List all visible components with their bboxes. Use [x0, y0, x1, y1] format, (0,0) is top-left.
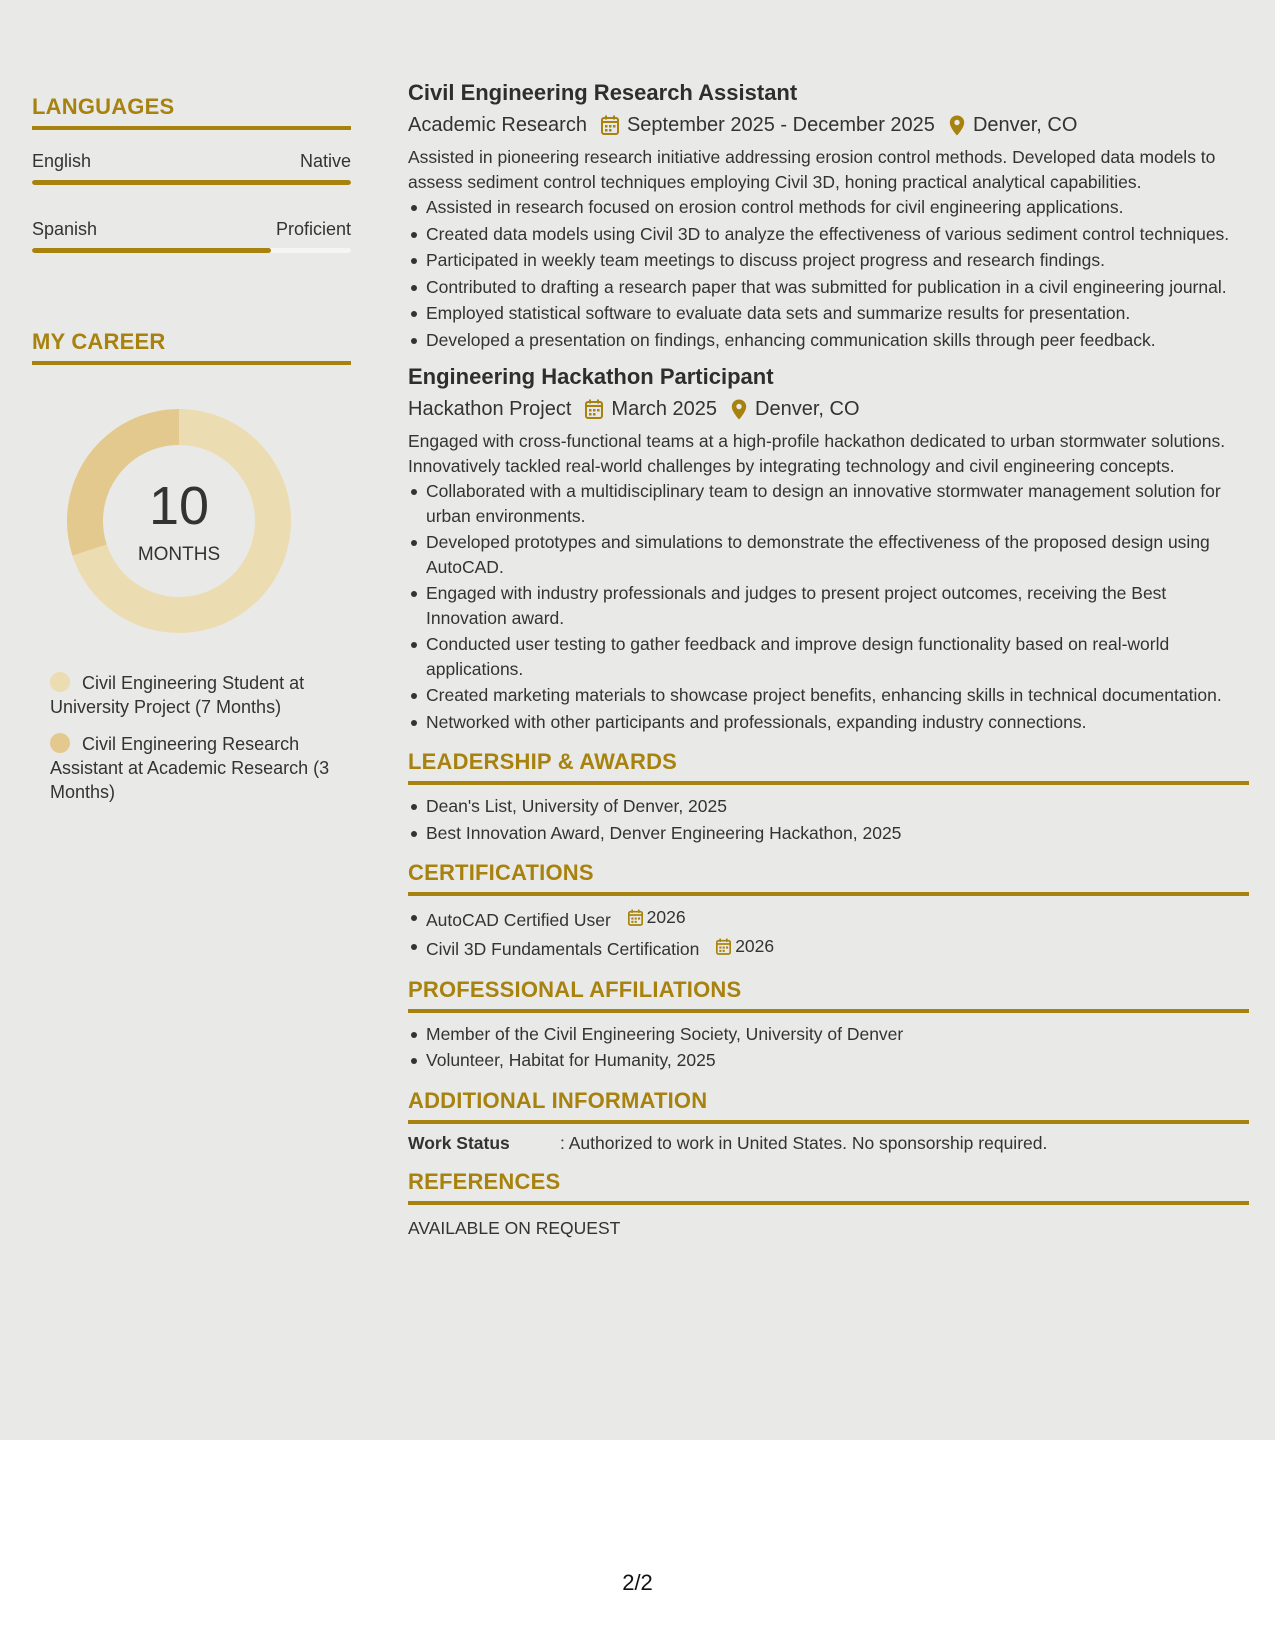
- references-text: AVAILABLE ON REQUEST: [408, 1217, 621, 1238]
- section-rule: [408, 1120, 1249, 1124]
- job-dates: March 2025: [611, 398, 718, 420]
- section-rule: [408, 892, 1249, 896]
- leadership-heading: LEADERSHIP & AWARDS: [408, 749, 678, 774]
- career-donut-chart: [67, 409, 291, 633]
- list-item: [408, 905, 1249, 932]
- list-item: Employed statistical software to evaluate data sets and summarize results for presentation.: [408, 301, 1249, 326]
- list-item: Member of the Civil Engineering Society, University of Denver: [408, 1022, 1249, 1047]
- calendar-icon: [716, 938, 731, 955]
- list-item: Developed a presentation on findings, enhancing communication skills through peer feedback.: [408, 328, 1249, 353]
- cert-date: 2026: [735, 936, 775, 957]
- work-status-row: [408, 1133, 1249, 1154]
- career-total: 10: [148, 476, 210, 536]
- list-item: Created marketing materials to showcase project benefits, enhancing skills in technical documentation.: [408, 683, 1249, 708]
- right-column: [408, 78, 1249, 1239]
- job-organization: Academic Research: [408, 114, 587, 136]
- section-rule: [408, 781, 1249, 785]
- job-title: Civil Engineering Research Assistant: [408, 80, 798, 105]
- legend-label: Civil Engineering Student at University Project (7 Months): [50, 673, 305, 717]
- list-item: Contributed to drafting a research paper that was submitted for publication in a civil engineering journal.: [408, 275, 1249, 300]
- language-item: [32, 151, 351, 185]
- job-meta: [408, 395, 1249, 423]
- job-summary: Assisted in pioneering research initiative addressing erosion control methods. Developed data models to assess sediment control techniques employing Civil 3D, honing practical analytical capabilities.: [408, 147, 1216, 192]
- leadership-section: [408, 748, 1249, 845]
- list-item: Dean's List, University of Denver, 2025: [408, 794, 1249, 819]
- job-title: Engineering Hackathon Participant: [408, 364, 774, 389]
- affiliations-section: [408, 976, 1249, 1073]
- list-item: Conducted user testing to gather feedback and improve design functionality based on real-world applications.: [408, 632, 1249, 681]
- legend-dot: [50, 733, 70, 753]
- list-item: [408, 934, 1249, 961]
- career-legend: [32, 671, 351, 804]
- certifications-section: [408, 859, 1249, 962]
- calendar-icon: [628, 909, 643, 926]
- location-pin-icon: [731, 399, 747, 420]
- page-number: 2/2: [622, 1570, 653, 1595]
- additional-info-heading: ADDITIONAL INFORMATION: [408, 1087, 708, 1113]
- certifications-list: [408, 905, 1249, 962]
- references-section: [408, 1168, 1249, 1239]
- section-rule: [32, 361, 351, 365]
- languages-heading: LANGUAGES: [32, 94, 175, 119]
- list-item: Engaged with industry professionals and judges to present project outcomes, receiving the Best Innovation award.: [408, 581, 1249, 630]
- section-rule: [32, 126, 351, 130]
- cert-date: 2026: [646, 907, 686, 927]
- language-level: Native: [299, 151, 351, 171]
- affiliations-heading: PROFESSIONAL AFFILIATIONS: [408, 976, 742, 1002]
- legend-dot: [50, 672, 70, 692]
- language-level: Proficient: [275, 219, 351, 239]
- section-rule: [408, 1201, 1249, 1205]
- language-bar-fill: [32, 180, 351, 185]
- job-dates: September 2025 - December 2025: [626, 114, 935, 136]
- language-name: English: [32, 151, 92, 171]
- cert-name: Civil 3D Fundamentals Certification: [426, 939, 700, 959]
- list-item: Best Innovation Award, Denver Engineering Hackathon, 2025: [408, 821, 1249, 846]
- affiliations-list: [408, 1022, 1249, 1073]
- cert-date-group: [628, 905, 686, 930]
- job-meta: [408, 111, 1249, 139]
- job-summary: Engaged with cross-functional teams at a high-profile hackathon dedicated to urban stormwater solutions. Innovatively tackled real-world challenges by integrating technology and civil engineering concepts.: [408, 431, 1226, 476]
- language-bar: [32, 180, 351, 185]
- section-rule: [408, 1009, 1249, 1013]
- legend-item: [50, 671, 351, 719]
- job-location: Denver, CO: [972, 114, 1078, 136]
- experience-entry: [408, 78, 1249, 352]
- left-column: [32, 94, 351, 817]
- list-item: Volunteer, Habitat for Humanity, 2025: [408, 1048, 1249, 1073]
- list-item: Collaborated with a multidisciplinary team to design an innovative stormwater management solution for urban environments.: [408, 479, 1249, 528]
- cert-date-group: [716, 934, 774, 959]
- work-status-label: Work Status: [408, 1132, 510, 1153]
- cert-name: AutoCAD Certified User: [426, 909, 611, 930]
- language-name: Spanish: [32, 219, 98, 239]
- references-heading: REFERENCES: [408, 1168, 561, 1194]
- legend-item: [50, 732, 351, 804]
- list-item: Assisted in research focused on erosion control methods for civil engineering applications.: [408, 195, 1249, 220]
- leadership-list: [408, 794, 1249, 845]
- location-pin-icon: [949, 115, 965, 136]
- language-item: [32, 219, 351, 253]
- language-bar: [32, 248, 351, 253]
- job-bullets: [408, 195, 1249, 352]
- work-status-value: : Authorized to work in United States. No sponsorship required.: [560, 1132, 1048, 1153]
- experience-entry: [408, 362, 1249, 734]
- calendar-icon: [585, 399, 603, 419]
- job-bullets: [408, 479, 1249, 734]
- list-item: Networked with other participants and professionals, expanding industry connections.: [408, 710, 1249, 735]
- list-item: Developed prototypes and simulations to demonstrate the effectiveness of the proposed design using AutoCAD.: [408, 530, 1249, 579]
- legend-label: Civil Engineering Research Assistant at Academic Research (3 Months): [50, 734, 330, 802]
- list-item: Created data models using Civil 3D to analyze the effectiveness of various sediment control techniques.: [408, 222, 1249, 247]
- job-organization: Hackathon Project: [408, 398, 572, 420]
- certifications-heading: CERTIFICATIONS: [408, 860, 594, 885]
- language-bar-fill: [32, 248, 271, 253]
- calendar-icon: [601, 115, 619, 135]
- job-location: Denver, CO: [755, 398, 860, 420]
- list-item: Participated in weekly team meetings to discuss project progress and research findings.: [408, 248, 1249, 273]
- additional-info-section: [408, 1087, 1249, 1154]
- career-heading: MY CAREER: [32, 329, 166, 354]
- career-unit: MONTHS: [137, 544, 221, 565]
